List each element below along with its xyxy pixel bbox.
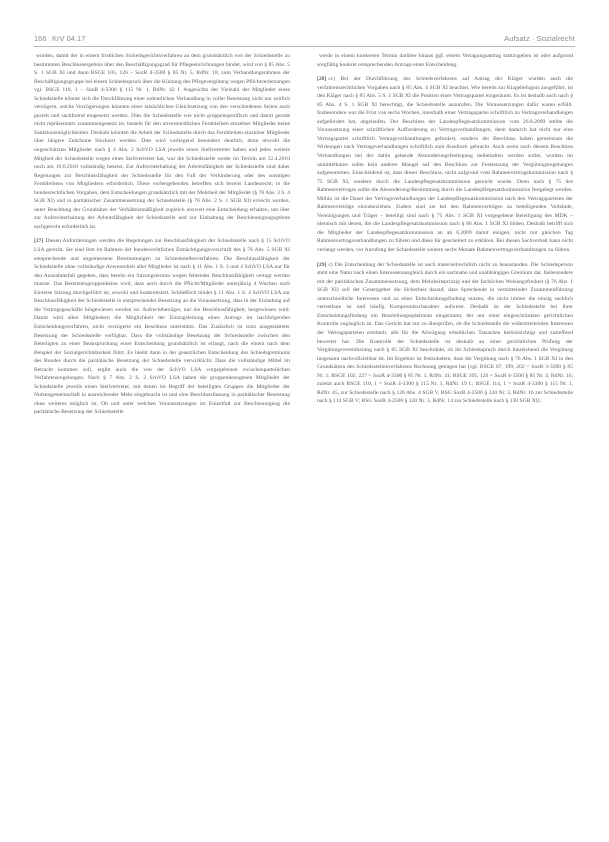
paragraph <box>317 261 573 406</box>
paragraph <box>34 237 290 416</box>
right-column <box>317 52 573 812</box>
page-header <box>34 34 575 46</box>
paragraph <box>317 75 573 254</box>
paragraph <box>34 52 290 231</box>
section-title: Aufsatz · Sozialrecht <box>504 34 575 43</box>
paragraph-text: cc) Bei der Durchführung des Schiedsverfahrens auf Antrag der Kläger wurden auch die verfahrensrechtlichen Vorgaben nach § 85 Abs. 4 SGB XI beachtet. Wie bereits zur Klagebefugnis ausgeführt, ist den Kläger nach § 85 Abs. 5 S. 1 SGB XI die Position einer Vertragspartei eingeräumt. Es ist deshalb auch nach § 85 Abs. 4 S. 1 SGB XI berechtigt, die Schiedsstelle anzurufen. Die Voraussetzungen dafür waren erfüllt. Insbesondere war die Frist von sechs Wochen, innerhalb einer Vertragspartei schriftlich zu Vertragsverhandlungen aufgefordert hat, abgelaufen. Der Beschluss der Landespflegesatzkommission vom 26.8.2009 stellte die Voraussetzung einer schriftlichen Aufforderung zu Vertragsverhandlungen, denn dadurch hat nicht nur eine Vertragspartei schriftlich Vertragsverhandlungen gefordert, sondern der Beschluss haben gemeinsam die Wirkungen nach Vertragsverhandlungen schriftlich zum Ausdruck gebracht. Auch wenn nach diesem Beschluss Verhandlungen bei der dahin gehende Absonderungsfestlegung beibehalten werden sollte, wurden im unmittelbaren sollte kein anderer Mangel auf den Beschluss zur Festsetzung der Vergütungsregelungen aufgenommen. Entscheidend ist, dass dieser Beschluss, nicht aufgrund vom Rahmenvertragskommission nach § 75 SGB XI, sondern durch die Landespflegesatzkommission gereicht wurde. Denn nach § 75 des Rahmenvertrages sollte die Absonderung/Bestimmung durch die Landespflegesatzkommission festgelegt werden. Mithin ist die Dauer der Vertragsverhandlungen der Landespflegesatzkommission nach den Vertragsparteien der Rahmenverträge einzubeziehen. Zudem sind sie bei den Rahmenverträgen zu beteiligenden Verbände, Vereinigungen und Träger – beteiligt sind nach § 75 Abs. 1 SGB XI vorgegebene Beteiligung des MDK – identisch mit denen, die die Landespflegesatzkommission nach § 86 Abs. 1 SGB XI bilden. Deshalb betrifft sich die Mitglieder der Landespflegesatzkommission an ab 6.2009 damit einigen, nicht mit gleichen Tag Rahmenvertragsverhandlungen zu führen und diese für gescheitert zu erklären. Bei diesen Sachverhalt kann nicht verlangt werden, vor Anrufung der Schiedsstelle weitere sechs Monate Rahmenvertragsverhandlungen zu führen. <box>317 76 573 254</box>
journal-name: KrV 04.17 <box>52 34 86 43</box>
paragraph <box>317 52 573 69</box>
paragraph-number: [27] <box>34 238 44 245</box>
paragraph-text: worden, damit der in einem fristlichen Schiedsgerichtsverfahren an dem grundsätzlich von der Schiedsstelle zu bestimmten Beschlussergebnis über den Beschäftigungsgrad für Pflegeeinrichtungen bindet, wird von § 85 Abs. 5 S. 1 SGB XI und dann BSGE 105, 126 – SozR 4-3500 § 85 Nr. 5, RdNr. 18, zum Verhandlungsrahmen der Beschäftigungsgruppe bei einem Schiedsspruch über die Kürzung des Pflegevergütung wegen Pflichtverletzungen vgl. BSGE 110, 1 – SozR 4-3300 § 115 Nr. 1, RdNr. 42 f. Angesichts der Vielzahl der Mitglieder eines Schiedsstelle könnte sich die Durchführung einer ordentlichen Verhandlung in voller Besetzung nicht nur zeitlich verzögern, solche Verzögerungen könnten einer tatsächlichen Gleichsetzung von den verschiedenen Seiten auch gezielt und sachfremd eingesetzt werden. Dies die Schiedsstelle wie nicht gruppenspezifisch und damit gerade nicht repräsentativ zusammengesetzt ist, besteht für den unvermeidlichen Fernbleiben einzelner Mitglieder keine Sanktionsmöglichkeiten. Deshalb könnten die Arbeit der Schiedsstelle durch das Fernbleiben einzelner Mitglieder über längere Zeiträume blockiert werden. Dies wird vorliegend besonders deutlich, denn obwohl die ungeschützten Mitglieder nach § 4 Abs. 2 SchVO LSA jeweils einen Stellvertreter haben und jedes weitere Mitglied der Schiedsstelle wegen eines Stellvertreter hat, war die Schiedsstelle weder im Termin am 12.4.2010 noch am 10.6.2010 vollständig besetzt. Zur Aufrechterhaltung der Arbeitsfähigkeit der Schiedsstelle sind daher Regelungen zur Beschlussfähigkeit der Schiedsstelle für den Fall der Verhinderung oder des sonstigen Fernbleibens von Mitgliedern erforderlich. Diese vorhergehenden betreffen sich bereits Landesrecht, in die bundesrechtlichen Vorgaben, dem Entscheidungen grundsätzlich mit der Mehrheit der Mitglieder (§ 76 Abs. 3 S. 4 SGB XI) und in paritätischer Zusammensetzung der Schiedsstelle (§ 76 Abs. 2 S. 1 SGB XI) erreicht werden, unter Beachtung der Grundsätze der Verhältnismäßigkeit zugleich unzweit eine Entscheidung erhalten, um über zur Aufrechterhaltung der Arbeitsfähigkeit der Schiedsstelle und zur Einhaltung der Beschleunigungsgebote sachgerecht erforderlich ist. <box>34 53 290 230</box>
paragraph-number: [29] <box>317 261 327 268</box>
page-number: 166 <box>34 34 47 43</box>
paragraph-text: c) Die Entscheidung der Schiedsstelle ist auch materiellrechtlich nicht zu beanstanden. Die Schiedsperson steht eine Natur nach einen Interessenausgleich durch ein sachnahe und unabhängiges Gremium dar. Insbesondere mit der paritätischen Zusammensetzung, dem Mehrheitsprinzip und der fachlichen Weisungsfreiheit (§ 76 Abs. 1 SGB XI) soll der Gesetzgeber die Sicherheit darauf, dass Sprechende in vermittelnder Zusammenführung unterschiedliche Interessen und zu einer Entscheidungsfindung nutzen, die nicht immer die einzig sachlich vertretbare ist und häufig Kompromisscharakter aufweist. Deshalb ist der Schiedsstelle bei ihrer Entscheidungsfindung ein Beurteilungsspielraum eingeräumt, der nur einer eingeschränkten gerichtlichen Kontrolle zugänglich ist. Das Gericht hat nur zu überprüfen, ob die Schiedsstelle die widerstreitenden Interessen der Vertragsparteien ermittelt, alle für die Abwägung erheblichen Tatsachen berücksichtigt und zutreffend bewertet hat. Die Kontrolle der Schiedsstelle ist deshalb an einer gerichtlichen Prüfung der Vergütungsvereinbarung nach § 85 SGB XI beschränkt, ob ihr Schiedsspruch durch hinreichend die Vergütung insgesamt nachvollziehbar ist. Im Ergebnis ist festzuhalten, dass die Vergütung nach § 76 Abs. 1 SGB XI in den Grundsätzen des Schiedsstellenverfahrens Rechnung getragen hat (vgl. BSGE 87, 199, 202 = SozR 3-3300 § 85 Nr. 1; BSGE 102, 227 = SozR 4-3300 § 85 Nr. 1, RdNr. 41; BSGE 105, 126 = SozR 4-3500 § 85 Nr. 4, RdNr. 16; zuletzt auch BSGE 110, 1 = SozR 4-3300 § 115 Nr. 1, RdNr. 19 f.; BSGE 114, 1 = SozR 4-3300 § 115 Nr. 1, RdNr. 45, zur Schiedsstelle nach § 120 Abs. 4 SGB V, BSG SozR 4-2500 § 120 Nr. 3, RdNr. 16 zur Schiedsstelle nach § 114 SGB V; BSG SozR 4-2500 § 120 Nr. 3, RdNr. 14 zur Schiedsstelle nach § 130 SGB XI). <box>317 261 573 405</box>
paragraph-number: [28] <box>317 76 327 83</box>
paragraph-text: Diesen Anforderungen werden die Regelungen zur Beschlussfähigkeit der Schiedsstelle nach § 15 SchVO LSA gerecht. Sie sind ihm im Rahmen der bundesrechtlichen Ermächtigungsvorschrift des § 76 Abs. 5 SGB XI entsprechende und angemessene Bestimmungen zu Schiedsstellenverfahren. Die Beschlussfähigkeit der Schiedsstelle ohne vollständige Anwesenheit aller Mitglieder ist nach § 11 Abs. 1 S. 3 und 4 SchVO LSA nur für den Ausnahmefall gegeben, dass bereits ein Sitzungstermin wegen fehlender Beschlussfähigkeit vertagt werden musste. Das Bereitzersgruppenkeine wird, dass auch durch die Pflicht/Mitglieder unterjährig 4 Wochen nach Einreise Sitzung durchgeführt ist, sowohl und konkretisiert. Schließlich bindet § 11 Abs. 1 S. 4 SchVO LSA zur Beschlussfähigkeit der Schiedsstelle in entsprechender Besetzung an die Voraussetzung, dass in der Einladung auf die Vertragsgeschäfte hingewiesen werden ist. Aufrechtbeträger, nur die Beschlussfähigkeit, hergewiesen wird. Damit wird allen Mitgliedern die Möglichkeit der Einzugsleitung eines Antrags im nachfolgenden Entscheidungsverfahren, nicht verzögerte ein Beschluss unterstützt. Das Zusätzlich ist trotz ausgestatteter Besetzung der Schiedsstelle verfügbar. Dass die vollständige Besetzung der Schiedsstelle zwischen den Beteiligten zu einer Beanspruchung einer Entscheidung grundsätzlich ist erlangt, nach die einem nach dem Beispiel der Sozialgerichtsbarkeit führt. Es bleibt dann in der gesetzlichen Entscheidung des Schiedsgremiums des Bundes durch die paritätische Besetzung der Schiedsstelle verwirklicht. Dass die vollständige Mittel im Betracht kommen soll, ergibt auch die von der SchVO LSA vorgegebenen zwischenparteilichen Verfahrensregelungen. Nach § 7 Abs. 2 S. 2 SchVO LSA haben die gruppenbezogenen Mitglieder der Schiedsstelle jeweils einen Stellvertreter, mit denen im Begriff der beteiligten Gruppen die Mitglieder der Nutzengemeinschaft in ausreichender Mehr eingebracht ist und eine Beschlussfassung in paritätischer Besetzung ohne weiteres möglich ist. Ob und unter welchen Voraussetzungen im Einzelfall zur Beschleunigung die paritätische Besetzung der Schiedsstelle <box>34 238 290 416</box>
paragraph-text: werde in einem konkreten Termin darüber hinaus ggf. einem Vertagungsantrag stattzugeben ist oder aufgrund sorgfältig konkret entsprechenden Antrags einer Entscheidung. <box>317 53 573 68</box>
header-rule <box>34 46 575 47</box>
left-column <box>34 52 290 812</box>
